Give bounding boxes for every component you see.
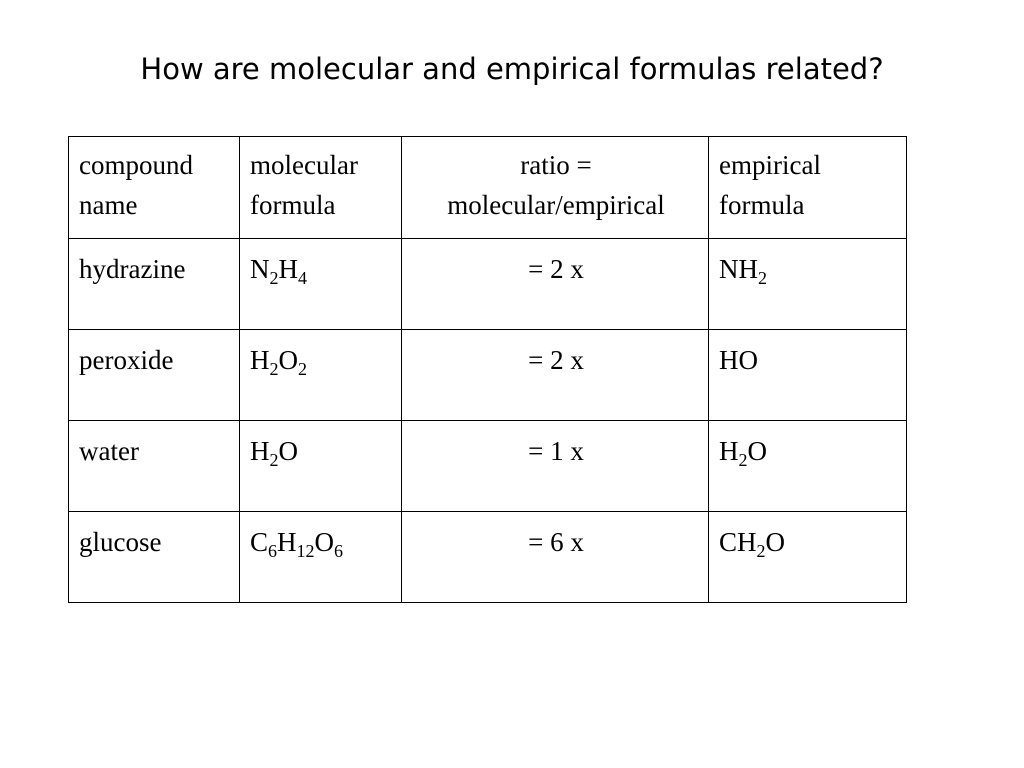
formula-text: O — [747, 436, 767, 466]
formula-text: N — [250, 254, 270, 284]
compound-name-cell: peroxide — [69, 330, 240, 421]
formula-text: HO — [719, 345, 758, 375]
molecular-formula-cell — [240, 421, 402, 512]
formula-text: O — [765, 527, 786, 557]
formula-subscript: 12 — [296, 541, 315, 561]
empirical-formula-cell — [709, 239, 907, 330]
formula-text: H — [278, 254, 298, 284]
formula-text: O — [278, 345, 298, 375]
header-molecular-formula — [240, 137, 402, 239]
molecular-formula-cell — [240, 239, 402, 330]
ratio-cell: = 2 x — [402, 239, 709, 330]
formula-text: O — [278, 436, 298, 466]
formula-subscript: 2 — [298, 359, 307, 379]
slide-title: How are molecular and empirical formulas related? — [140, 52, 884, 86]
formula-subscript: 2 — [738, 450, 748, 470]
empirical-formula-cell — [709, 512, 907, 603]
formula-subscript: 6 — [268, 541, 278, 561]
ratio-cell: = 2 x — [402, 330, 709, 421]
header-molecular-line2: formula — [250, 190, 336, 220]
table-row — [69, 330, 907, 421]
formula-subscript: 2 — [756, 541, 766, 561]
formula-text: NH — [719, 254, 758, 284]
header-ratio-line2: molecular/empirical — [447, 190, 665, 220]
compound-name-cell: water — [69, 421, 240, 512]
formula-table — [68, 136, 907, 603]
header-compound-line2: name — [79, 190, 138, 220]
formula-subscript: 2 — [269, 268, 279, 288]
compound-name-cell: glucose — [69, 512, 240, 603]
ratio-cell: = 1 x — [402, 421, 709, 512]
formula-text: H — [250, 345, 270, 375]
header-ratio — [402, 137, 709, 239]
formula-text: C — [250, 527, 269, 557]
formula-subscript: 2 — [269, 359, 279, 379]
molecular-formula-cell — [240, 330, 402, 421]
molecular-formula-cell — [240, 512, 402, 603]
header-empirical-formula — [709, 137, 907, 239]
table-row — [69, 512, 907, 603]
header-row — [69, 137, 907, 239]
table-row — [69, 239, 907, 330]
header-molecular-line1: molecular — [250, 150, 358, 180]
formula-subscript: 2 — [269, 450, 279, 470]
header-empirical-line1: empirical — [719, 150, 821, 180]
formula-text: H — [277, 527, 297, 557]
formula-subscript: 2 — [758, 268, 767, 288]
table-row — [69, 421, 907, 512]
formula-subscript: 6 — [334, 541, 344, 561]
empirical-formula-cell — [709, 421, 907, 512]
compound-name-cell: hydrazine — [69, 239, 240, 330]
empirical-formula-cell — [709, 330, 907, 421]
formula-text: O — [314, 527, 335, 557]
header-compound-name — [69, 137, 240, 239]
formula-text: H — [250, 436, 270, 466]
header-empirical-line2: formula — [719, 190, 805, 220]
formula-text: H — [719, 436, 739, 466]
ratio-cell: = 6 x — [402, 512, 709, 603]
formula-subscript: 4 — [298, 268, 307, 288]
formula-text: CH — [719, 527, 757, 557]
header-ratio-line1: ratio = — [520, 150, 592, 180]
header-compound-line1: compound — [79, 150, 193, 180]
